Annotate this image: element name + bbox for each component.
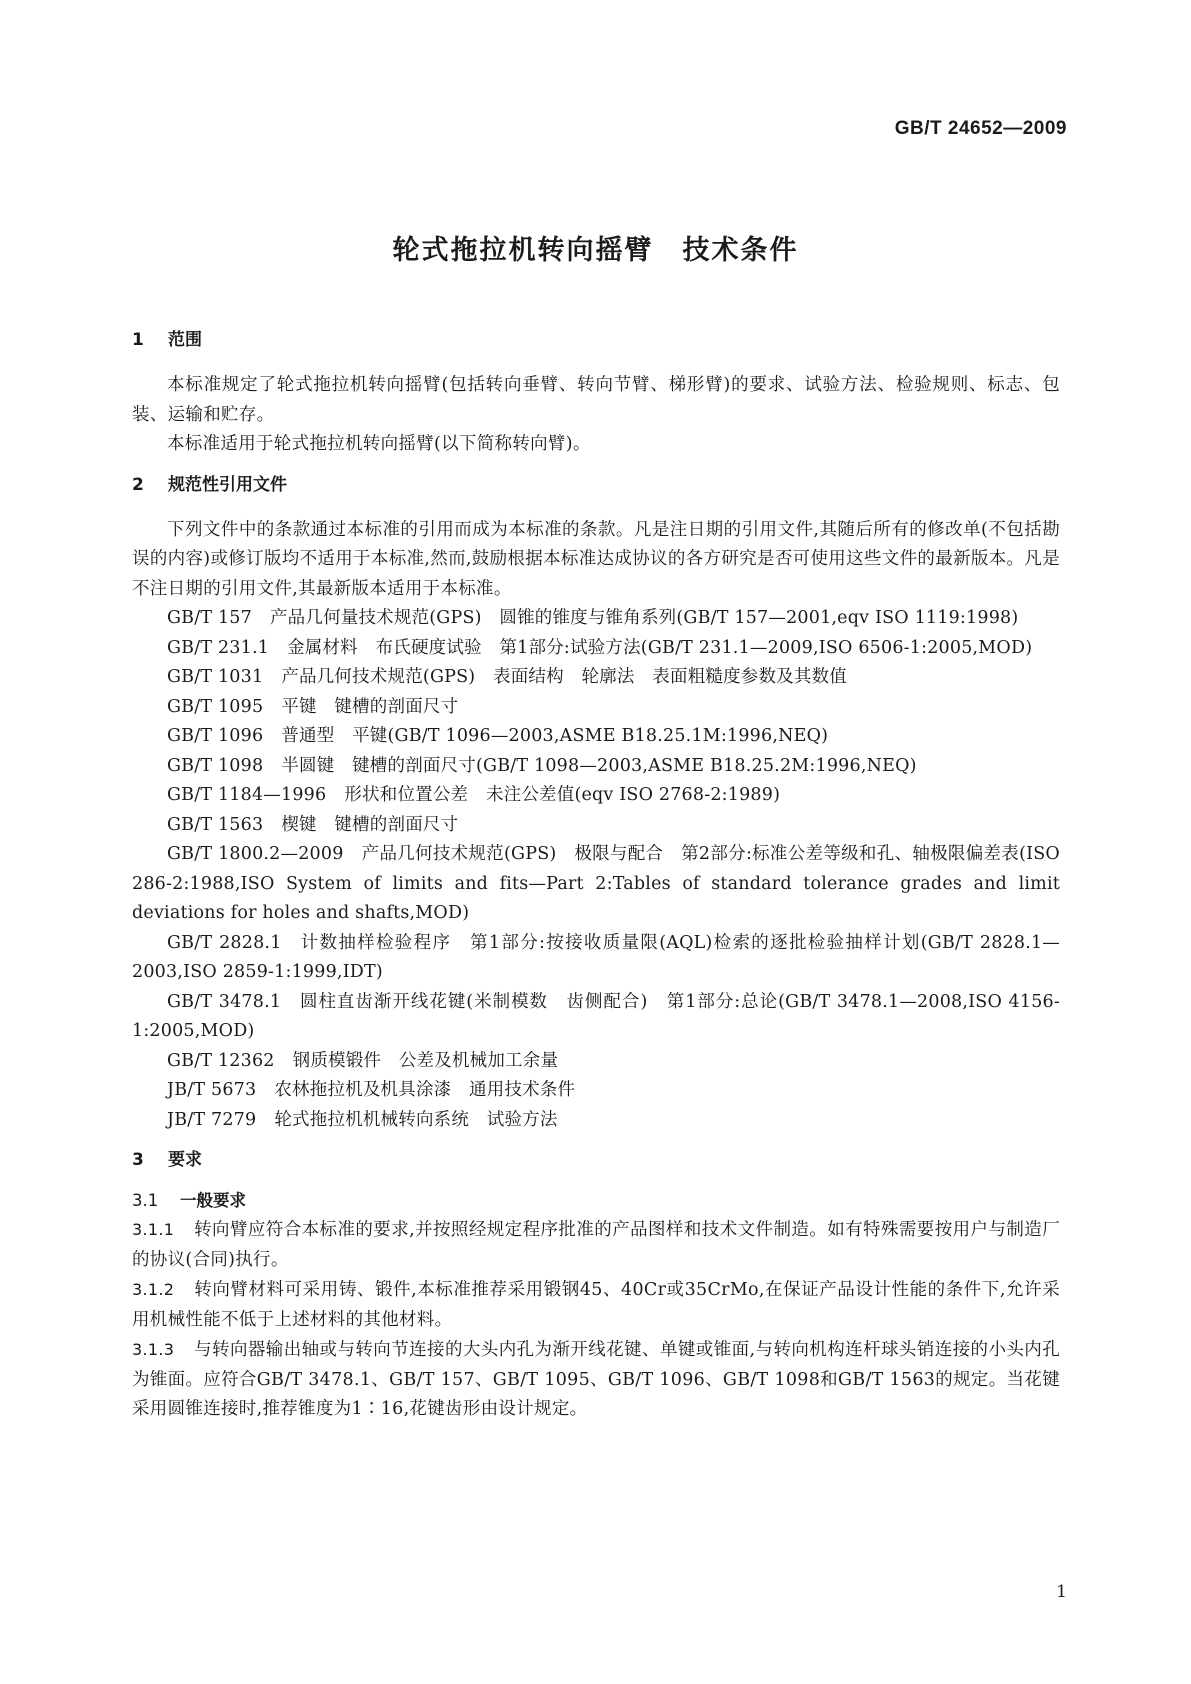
section-number: 3 [132, 1150, 144, 1170]
standard-number: GB/T 24652—2009 [894, 118, 1067, 139]
clause-text: 与转向器输出轴或与转向节连接的大头内孔为渐开线花键、单键或锥面,与转向机构连杆球头销连接的小头内孔为锥面。应符合GB/T 3478.1、GB/T 157、GB/T 1095、GB/T 1096、GB/T 1098和GB/T 1563的规定。当花键采用圆锥连接时,推荐锥度为1∶16,花键齿形由设计规定。 [132, 1340, 1060, 1419]
clause-text: 转向臂应符合本标准的要求,并按照经规定程序批准的产品图样和技术文件制造。如有特殊需要按用户与制造厂的协议(合同)执行。 [132, 1220, 1060, 1270]
reference-code: GB/T 1563 [167, 814, 264, 835]
reference-item [132, 811, 1060, 841]
subsection-3-1-heading [132, 1187, 1060, 1215]
section-2-heading [132, 470, 1060, 500]
document-body [132, 325, 1060, 1425]
subsection-title: 一般要求 [180, 1191, 246, 1210]
reference-item [132, 693, 1060, 723]
reference-item [132, 752, 1060, 782]
reference-code: GB/T 1098 [167, 755, 264, 776]
reference-item [132, 988, 1060, 1047]
reference-item [132, 1076, 1060, 1106]
reference-code: GB/T 2828.1 [167, 932, 282, 953]
section-title: 要求 [168, 1150, 202, 1170]
reference-code: GB/T 157 [167, 608, 252, 628]
reference-code: GB/T 3478.1 [167, 991, 282, 1012]
reference-title: 楔键 键槽的剖面尺寸 [281, 814, 459, 835]
reference-code: GB/T 231.1 [167, 637, 270, 658]
reference-item [132, 929, 1060, 988]
page-number: 1 [1056, 1582, 1067, 1602]
reference-title: 钢质模锻件 公差及机械加工余量 [292, 1050, 559, 1071]
reference-title: 产品几何量技术规范(GPS) 圆锥的锥度与锥角系列(GB/T 157—2001,eqv ISO 1119:1998) [269, 608, 1019, 628]
clause-number: 3.1.3 [132, 1340, 175, 1359]
reference-code: GB/T 1031 [167, 667, 264, 687]
reference-title: 平键 键槽的剖面尺寸 [281, 696, 459, 717]
reference-item [132, 663, 1060, 693]
reference-title: 产品几何技术规范(GPS) 极限与配合 第2部分:标准公差等级和孔、轴极限偏差表(ISO 286-2:1988,ISO System of limits and fits—Part 2:Tables of standard tolerance grades and limit deviations for holes and shafts,MOD) [132, 844, 1060, 923]
reference-code: GB/T 1184—1996 [167, 785, 327, 805]
section-number: 1 [132, 330, 144, 350]
paragraph: 本标准规定了轮式拖拉机转向摇臂(包括转向垂臂、转向节臂、梯形臂)的要求、试验方法、检验规则、标志、包装、运输和贮存。 [132, 375, 1060, 425]
reference-item [132, 722, 1060, 752]
reference-title: 普通型 平键(GB/T 1096—2003,ASME B18.25.1M:1996,NEQ) [281, 726, 829, 746]
clause-text: 转向臂材料可采用铸、锻件,本标准推荐采用锻钢45、40Cr或35CrMo,在保证产品设计性能的条件下,允许采用机械性能不低于上述材料的其他材料。 [132, 1280, 1060, 1330]
reference-item [132, 781, 1060, 811]
document-title: 轮式拖拉机转向摇臂 技术条件 [392, 235, 799, 266]
reference-code: GB/T 12362 [167, 1050, 275, 1071]
reference-item [132, 604, 1060, 634]
reference-title: 半圆键 键槽的剖面尺寸(GB/T 1098—2003,ASME B18.25.2M:1996,NEQ) [281, 755, 917, 776]
clause [132, 1275, 1060, 1335]
reference-title: 金属材料 布氏硬度试验 第1部分:试验方法(GB/T 231.1—2009,ISO 6506-1:2005,MOD) [287, 637, 1033, 658]
section-number: 2 [132, 474, 144, 495]
reference-item [132, 840, 1060, 929]
paragraph: 本标准适用于轮式拖拉机转向摇臂(以下简称转向臂)。 [167, 434, 591, 454]
reference-item [132, 1106, 1060, 1136]
reference-title: 农林拖拉机及机具涂漆 通用技术条件 [274, 1080, 576, 1100]
reference-item [132, 634, 1060, 664]
reference-title: 产品几何技术规范(GPS) 表面结构 轮廓法 表面粗糙度参数及其数值 [281, 667, 848, 687]
subsection-number: 3.1 [132, 1191, 159, 1210]
paragraph: 下列文件中的条款通过本标准的引用而成为本标准的条款。凡是注日期的引用文件,其随后所有的修改单(不包括勘误的内容)或修订版均不适用于本标准,然而,鼓励根据本标准达成协议的各方研究是否可使用这些文件的最新版本。凡是不注日期的引用文件,其最新版本适用于本标准。 [132, 519, 1060, 599]
reference-code: GB/T 1096 [167, 726, 264, 746]
reference-title: 计数抽样检验程序 第1部分:按接收质量限(AQL)检索的逐批检验抽样计划(GB/T 2828.1—2003,ISO 2859-1:1999,IDT) [132, 932, 1060, 982]
clause [132, 1335, 1060, 1425]
clause [132, 1215, 1060, 1275]
reference-code: GB/T 1800.2—2009 [167, 844, 344, 864]
section-title: 规范性引用文件 [168, 474, 287, 495]
section-3-heading [132, 1145, 1060, 1175]
section-1-heading [132, 325, 1060, 355]
reference-code: JB/T 5673 [167, 1080, 257, 1100]
clause-number: 3.1.2 [132, 1280, 175, 1299]
clause-number: 3.1.1 [132, 1220, 175, 1239]
reference-code: GB/T 1095 [167, 696, 264, 717]
reference-title: 圆柱直齿渐开线花键(米制模数 齿侧配合) 第1部分:总论(GB/T 3478.1—2008,ISO 4156-1:2005,MOD) [132, 991, 1060, 1041]
reference-title: 轮式拖拉机机械转向系统 试验方法 [274, 1109, 558, 1130]
reference-code: JB/T 7279 [167, 1109, 257, 1130]
section-title: 范围 [168, 330, 202, 350]
reference-item [132, 1047, 1060, 1077]
reference-title: 形状和位置公差 未注公差值(eqv ISO 2768-2:1989) [344, 785, 781, 805]
